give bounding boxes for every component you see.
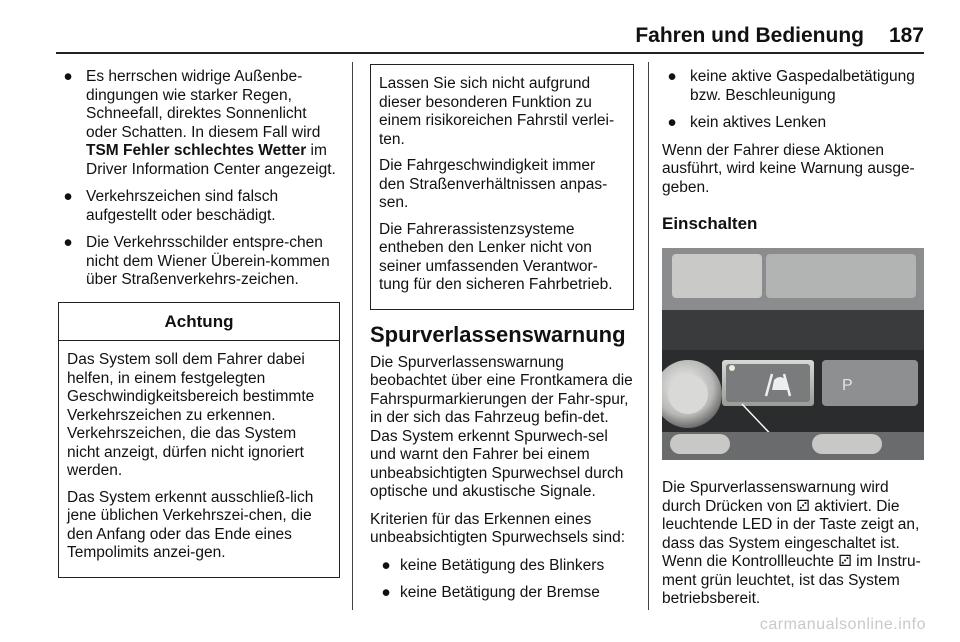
dashboard-button-photo <box>662 248 924 460</box>
subheading: Einschalten <box>662 214 758 233</box>
bullet-dot: ● <box>667 68 677 85</box>
column-divider-2 <box>648 62 649 610</box>
header-rule <box>56 52 924 54</box>
bullet-dot: ● <box>381 556 391 574</box>
note-body <box>371 65 633 309</box>
lane-departure-icon: ⚂ <box>796 497 810 515</box>
note-paragraph: Die Fahrerassistenzsysteme entheben den Lenker nicht von seiner umfassenden Verantwor-tung für den sicheren Fahrbetrieb. <box>379 220 613 293</box>
paragraph: Wenn der Fahrer diese Aktionen ausführt, wird keine Warnung ausge-geben. <box>662 141 915 196</box>
note-box <box>370 64 634 310</box>
list-item <box>58 188 340 225</box>
paragraph: Die Spurverlassenswarnung beobachtet über eine Frontkamera die Fahrspurmarkierungen der Fahr-spur, in der sich das Fahrzeug befin-det. Das System erkennt Spurwech-sel und warnt den Fahrer bei einem unbeabsichtigten Spurwechsel durch optische und akustische Signale. <box>370 353 633 500</box>
caution-paragraph: Das System soll dem Fahrer dabei helfen, in einem festgelegten Geschwindigkeitsbereich bestimmte Verkehrszeichen zu erkennen. Verkehrszeichen, die das System nicht anzeigt, dürfen nicht ignoriert werden. <box>67 351 315 479</box>
section-title: Fahren und Bedienung <box>635 24 864 47</box>
paragraph: Kriterien für das Erkennen eines unbeabsichtigten Spurwechsels sind: <box>370 510 626 546</box>
column-2 <box>370 64 634 612</box>
list-item <box>58 234 340 290</box>
note-paragraph: Lassen Sie sich nicht aufgrund dieser besonderen Funktion zu einem risikoreichen Fahrstil verlei-ten. <box>379 75 615 148</box>
list-item-text: keine Betätigung der Bremse <box>400 584 600 601</box>
bullet-dot: ● <box>381 584 391 601</box>
note-paragraph: Die Fahrgeschwindigkeit immer den Straßenverhältnissen anpas-sen. <box>379 157 608 211</box>
column-divider-1 <box>352 62 353 610</box>
watermark: carmanualsonline.info <box>759 616 926 633</box>
list-item-text: keine aktive Gaspedalbetätigung bzw. Beschleunigung <box>690 68 915 104</box>
list-item <box>58 68 340 179</box>
column-1 <box>58 68 340 578</box>
section-heading: Spurverlassenswarnung <box>370 321 626 347</box>
list-item <box>370 557 634 576</box>
column-3 <box>662 68 928 618</box>
caution-title: Achtung <box>59 303 339 342</box>
bullet-dot: ● <box>667 114 677 131</box>
page-header <box>0 0 960 58</box>
caution-paragraph: Das System erkennt ausschließ-lich jene üblichen Verkehrszei-chen, die den Anfang oder das Ende eines Tempolimits anzei-gen. <box>67 488 314 561</box>
park-button-label: P <box>842 376 853 394</box>
list-item-text: Es herrschen widrige Außenbe-dingungen wie starker Regen, Schneefall, direktes Sonnenlicht oder Schatten. In diesem Fall wird TSM Fehler schlechtes Wetter im Driver Information Center angezeigt. <box>86 68 336 178</box>
list-item <box>662 68 928 105</box>
caution-box <box>58 302 340 578</box>
list-item-text: keine Betätigung des Blinkers <box>400 556 605 574</box>
bullet-dot: ● <box>63 234 73 251</box>
bullet-dot: ● <box>63 68 73 85</box>
list-item <box>662 114 928 133</box>
display-message: TSM Fehler schlechtes Wetter <box>86 142 307 159</box>
paragraph: Die Spurverlassenswarnung wird durch Drücken von ⚂ aktiviert. Die leuchtende LED in der Taste zeigt an, dass das System eingeschaltet ist. Wenn die Kontrollleuchte ⚂ im Instru-ment grün leuchtet, ist das System betriebsbereit. <box>662 479 921 607</box>
list-item-text: Verkehrszeichen sind falsch aufgestellt oder beschädigt. <box>86 188 279 224</box>
caution-body <box>59 341 339 577</box>
list-item-text: Die Verkehrsschilder entspre-chen nicht dem Wiener Überein-kommen über Straßenverkehrs-zeichen. <box>86 234 330 288</box>
bullet-dot: ● <box>63 188 73 205</box>
page-number: 187 <box>888 24 924 47</box>
lane-departure-icon: ⚂ <box>838 553 852 570</box>
list-item <box>370 584 634 603</box>
list-item-text: kein aktives Lenken <box>690 114 827 131</box>
